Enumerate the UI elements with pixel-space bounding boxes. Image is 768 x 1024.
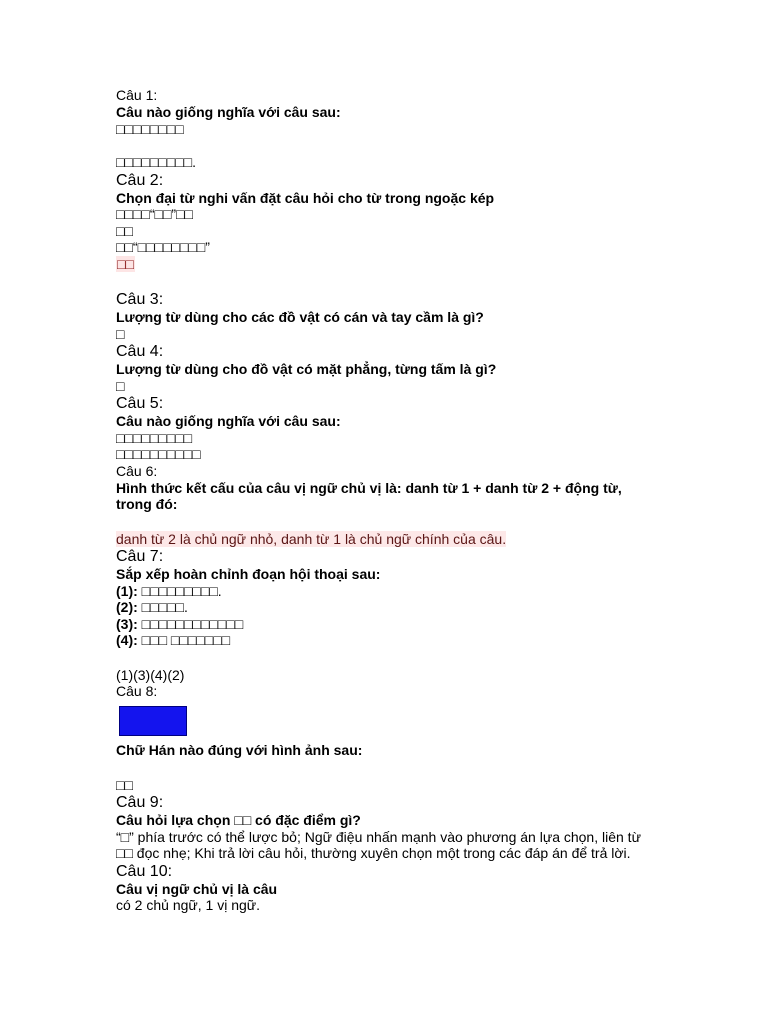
q10-answer: có 2 chủ ngữ, 1 vị ngữ. bbox=[116, 897, 261, 913]
q7-item-label: (4): bbox=[116, 632, 138, 648]
q7-item-label: (3): bbox=[116, 615, 138, 632]
spacer bbox=[116, 513, 656, 531]
q2-line: □□□□“□□”□□ bbox=[116, 206, 193, 222]
q1-answer: □□□□□□□□□. bbox=[116, 154, 196, 170]
q1-question: Câu nào giống nghĩa với câu sau: bbox=[116, 104, 341, 120]
q2-question: Chọn đại từ nghi vấn đặt câu hỏi cho từ trong ngoặc kép bbox=[116, 189, 495, 206]
q7-item-text: □□□□□□□□□□□□ bbox=[137, 615, 244, 632]
q2-answer: □□ bbox=[117, 255, 134, 272]
q7-item bbox=[116, 583, 656, 600]
q7-answer: (1)(3)(4)(2) bbox=[116, 666, 185, 683]
q10-number: Câu 10: bbox=[116, 862, 173, 880]
q8-image bbox=[119, 706, 187, 736]
q5-number: Câu 5: bbox=[116, 395, 164, 412]
q5-question: Câu nào giống nghĩa với câu sau: bbox=[116, 413, 341, 429]
q7-item-text: □□□□□. bbox=[137, 599, 188, 615]
spacer bbox=[116, 137, 656, 154]
q4-number: Câu 4: bbox=[116, 343, 164, 360]
q8-number: Câu 8: bbox=[116, 683, 158, 699]
q3-answer: □ bbox=[116, 325, 125, 342]
q7-number: Câu 7: bbox=[116, 548, 164, 565]
q4-question: Lượng từ dùng cho đồ vật có mặt phẳng, từng tấm là gì? bbox=[116, 361, 497, 377]
q9-question: Câu hỏi lựa chọn □□ có đặc điểm gì? bbox=[116, 812, 361, 828]
q1-line: □□□□□□□□ bbox=[116, 120, 184, 137]
q7-item-text: □□□□□□□□□. bbox=[137, 582, 222, 599]
q7-item-label: (1): bbox=[116, 582, 138, 599]
document-page bbox=[116, 87, 656, 914]
q9-answer: “□” phía trước có thể lược bỏ; Ngữ điệu nhấn mạnh vào phương án lựa chọn, liên từ □□ đọc nhẹ; Khi trả lời câu hỏi, thường xuyên chọn một trong các đáp án để trả lời. bbox=[116, 828, 641, 861]
q7-item-text: □□□ □□□□□□□ bbox=[137, 632, 231, 648]
spacer bbox=[116, 272, 656, 290]
q3-number: Câu 3: bbox=[116, 291, 164, 308]
q7-question: Sắp xếp hoàn chỉnh đoạn hội thoại sau: bbox=[116, 566, 381, 582]
q8-question: Chữ Hán nào đúng với hình ảnh sau: bbox=[116, 742, 363, 758]
q7-item bbox=[116, 632, 656, 649]
q6-question: Hình thức kết cấu của câu vị ngữ chủ vị là: danh từ 1 + danh từ 2 + động từ, trong đó: bbox=[116, 479, 622, 512]
q6-answer: danh từ 2 là chủ ngữ nhỏ, danh từ 1 là chủ ngữ chính của câu. bbox=[116, 530, 507, 547]
spacer bbox=[116, 759, 656, 777]
q2-line: □□“□□□□□□□□” bbox=[116, 239, 210, 255]
q8-answer: □□ bbox=[116, 776, 133, 793]
q5-answer: □□□□□□□□□□ bbox=[116, 446, 201, 462]
q6-number: Câu 6: bbox=[116, 462, 158, 479]
q9-number: Câu 9: bbox=[116, 794, 164, 811]
q3-question: Lượng từ dùng cho các đồ vật có cán và tay cầm là gì? bbox=[116, 309, 484, 325]
q1-number: Câu 1: bbox=[116, 87, 158, 103]
q10-question: Câu vị ngữ chủ vị là câu bbox=[116, 880, 278, 897]
q7-item bbox=[116, 616, 656, 633]
q4-answer: □ bbox=[116, 377, 125, 394]
q7-item bbox=[116, 599, 656, 616]
spacer bbox=[116, 649, 656, 667]
q2-number: Câu 2: bbox=[116, 171, 164, 189]
q5-line: □□□□□□□□□ bbox=[116, 429, 193, 446]
q2-line: □□ bbox=[116, 222, 133, 239]
q7-item-label: (2): bbox=[116, 599, 138, 615]
